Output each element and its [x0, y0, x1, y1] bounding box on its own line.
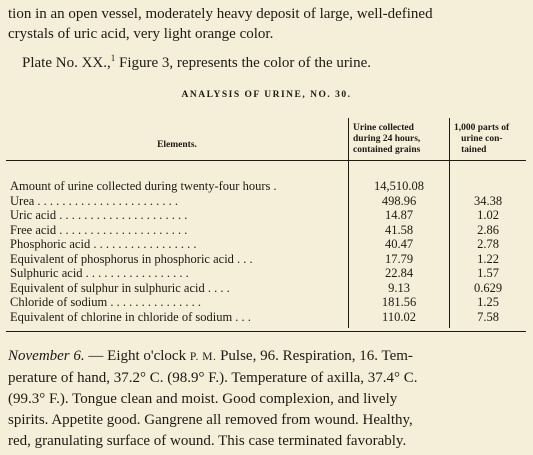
- value-24h: 14,510.08: [349, 179, 450, 194]
- value-1000: [450, 179, 527, 194]
- table-row: [6, 266, 526, 281]
- value-24h: 22.84: [349, 266, 450, 281]
- element-label: Sulphuric acid . . . . . . . . . . . . . . . . .: [10, 266, 189, 280]
- notes-line-3: (99.3° F.). Tongue clean and moist. Good complexion, and lively: [8, 391, 398, 407]
- header-24-line: contained grains: [353, 144, 421, 155]
- value-24h: 14.87: [349, 208, 450, 223]
- value-1000: 7.58: [450, 310, 527, 329]
- value-1000: 0.629: [450, 281, 527, 296]
- table-bottom-rule: [6, 331, 526, 332]
- element-label: Urea . . . . . . . . . . . . . . . . . . . . . . .: [10, 193, 179, 208]
- header-24-hours: [349, 118, 450, 161]
- value-1000: 1.57: [450, 266, 527, 281]
- table-header-row: [6, 118, 526, 161]
- intro-line-2: crystals of uric acid, very light orange color.: [8, 26, 274, 42]
- table-row: [6, 310, 526, 329]
- table-row: [6, 281, 526, 296]
- value-24h: 9.13: [349, 281, 450, 296]
- footnote-marker: 1: [110, 53, 116, 63]
- element-label: Chloride of sodium . . . . . . . . . . . . . . .: [10, 295, 201, 309]
- analysis-table: [6, 118, 526, 328]
- plate-text-rest: Figure 3, represents the color of the urine.: [115, 55, 372, 71]
- value-1000: 34.38: [450, 194, 527, 209]
- spacer-cell: [349, 161, 450, 180]
- plate-text: Plate No. XX.,: [22, 55, 111, 71]
- element-label: Equivalent of sulphur in sulphuric acid . . . .: [10, 280, 230, 295]
- header-1000-line: tained: [461, 144, 487, 155]
- element-label: Equivalent of phosphorus in phosphoric acid . . .: [10, 251, 253, 266]
- table-row: [6, 295, 526, 310]
- element-label: Equivalent of chlorine in chloride of sodium . . .: [10, 309, 251, 324]
- element-label: Uric acid . . . . . . . . . . . . . . . . . . . . .: [10, 208, 188, 222]
- notes-line-2: perature of hand, 37.2° C. (98.9° F.). Temperature of axilla, 37.4° C.: [8, 370, 418, 386]
- value-24h: 17.79: [349, 252, 450, 267]
- header-1000-parts: [450, 118, 527, 161]
- notes-text: Pulse, 96. Respiration, 16. Tem-: [216, 348, 413, 364]
- table-row: [6, 208, 526, 223]
- notes-line-1: [8, 346, 530, 368]
- value-1000: 1.22: [450, 252, 527, 267]
- time-pm: P. M.: [189, 351, 217, 363]
- spacer-cell: [450, 161, 527, 180]
- value-24h: 110.02: [349, 310, 450, 329]
- header-elements: Elements.: [6, 118, 349, 161]
- value-1000: 2.78: [450, 237, 527, 252]
- value-24h: 41.58: [349, 223, 450, 238]
- table-row: [6, 179, 526, 194]
- plate-reference: [22, 48, 533, 73]
- value-1000: 2.86: [450, 223, 527, 238]
- value-24h: 498.96: [349, 194, 450, 209]
- header-24-line: Urine collected: [353, 122, 414, 133]
- table-spacer-row: [6, 161, 526, 180]
- intro-line-1: tion in an open vessel, moderately heavy deposit of large, well-defined: [8, 6, 433, 22]
- element-label: Free acid . . . . . . . . . . . . . . . . . . . . .: [10, 222, 188, 237]
- header-1000-line: urine con-: [461, 133, 503, 144]
- notes-line-4: spirits. Appetite good. Gangrene all removed from wound. Healthy,: [8, 412, 413, 428]
- header-24-line: during 24 hours,: [353, 133, 421, 144]
- header-1000-line: 1,000 parts of: [454, 122, 510, 133]
- value-1000: 1.02: [450, 208, 527, 223]
- entry-date: November 6.: [8, 348, 85, 364]
- element-label: Amount of urine collected during twenty-four hours .: [10, 179, 277, 193]
- case-notes-paragraph: [8, 346, 530, 452]
- intro-paragraph: [8, 4, 528, 44]
- table-title: ANALYSIS OF URINE, NO. 30.: [181, 90, 352, 100]
- value-1000: 1.25: [450, 295, 527, 310]
- spacer-cell: [6, 161, 349, 180]
- table-row: [6, 252, 526, 267]
- table-row: [6, 194, 526, 209]
- table-row: [6, 223, 526, 238]
- element-label: Phosphoric acid . . . . . . . . . . . . . . . . .: [10, 237, 197, 251]
- notes-text: — Eight o'clock: [84, 348, 190, 364]
- value-24h: 40.47: [349, 237, 450, 252]
- notes-line-5: red, granulating surface of wound. This case terminated favorably.: [8, 433, 407, 449]
- value-24h: 181.56: [349, 295, 450, 310]
- table-row: [6, 237, 526, 252]
